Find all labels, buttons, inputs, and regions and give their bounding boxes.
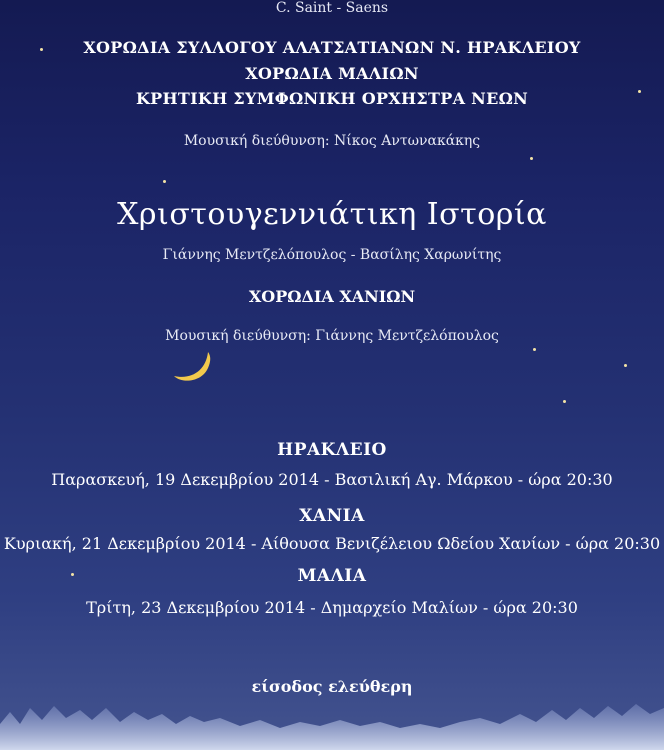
star-icon	[163, 180, 166, 183]
choir-alatsatianon: ΧΟΡΩΔΙΑ ΣΥΛΛΟΓΟΥ ΑΛΑΤΣΑΤΙΑΝΩΝ Ν. ΗΡΑΚΛΕΙΟΥ	[83, 38, 581, 57]
star-icon	[40, 48, 43, 51]
star-icon	[624, 364, 627, 367]
event-details-malia: Τρίτη, 23 Δεκεμβρίου 2014 - Δημαρχείο Μαλίων - ώρα 20:30	[86, 598, 578, 617]
youth-symphony-orchestra: ΚΡΗΤΙΚΗ ΣΥΜΦΩΝΙΚΗ ΟΡΧΗΣΤΡΑ ΝΕΩΝ	[135, 89, 529, 108]
event-city-malia: ΜΑΛΙΑ	[297, 566, 367, 586]
music-direction-2: Μουσική διεύθυνση: Γιάννης Μεντζελόπουλος	[165, 328, 499, 344]
event-details-chania: Κυριακή, 21 Δεκεμβρίου 2014 - Αίθουσα Βενιζέλειου Ωδείου Χανίων - ώρα 20:30	[3, 534, 661, 553]
choir-chania: ΧΟΡΩΔΙΑ ΧΑΝΙΩΝ	[248, 287, 416, 306]
free-entry: είσοδος ελεύθερη	[251, 677, 413, 696]
star-icon	[563, 400, 566, 403]
star-icon	[638, 90, 641, 93]
crescent-moon-icon	[168, 344, 216, 384]
music-direction-1: Μουσική διεύθυνση: Νίκος Αντωνακάκης	[183, 133, 481, 149]
star-icon	[533, 348, 536, 351]
authors: Γιάννης Μεντζελόπουλος - Βασίλης Χαρωνίτης	[162, 247, 502, 263]
event-details-heraklion: Παρασκευή, 19 Δεκεμβρίου 2014 - Βασιλική Αγ. Μάρκου - ώρα 20:30	[51, 470, 613, 489]
star-icon	[530, 157, 533, 160]
event-city-heraklion: ΗΡΑΚΛΕΙΟ	[277, 440, 387, 460]
choir-malion: ΧΟΡΩΔΙΑ ΜΑΛΙΩΝ	[245, 64, 419, 83]
composer: C. Saint - Saens	[275, 0, 389, 16]
snowy-forest-illustration	[0, 690, 664, 750]
concert-title: Χριστουγεννιάτικη Ιστορία	[117, 197, 547, 232]
event-city-chania: ΧΑΝΙΑ	[299, 506, 365, 526]
